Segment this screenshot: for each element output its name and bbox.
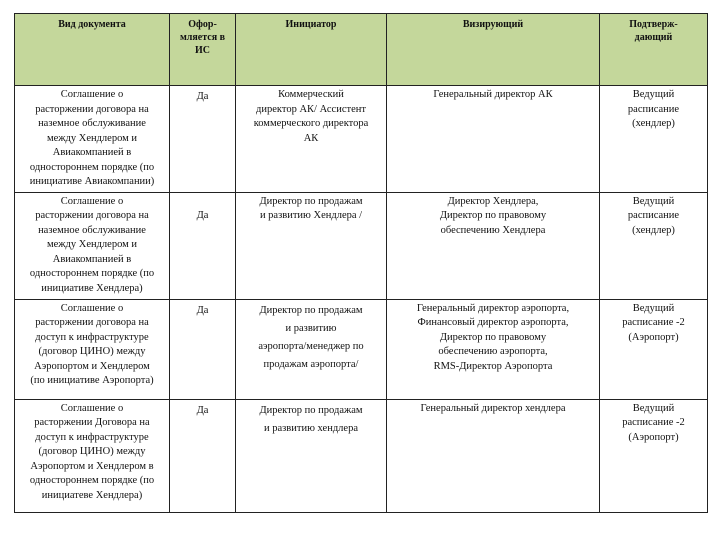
cell-document-type: Соглашение о расторжении Договора на доступ к инфраструктуре (договор ЦИНО) между Аэропортом и Хендлером в одностороннем порядке (по инициатеве Хендлера) bbox=[15, 399, 170, 512]
cell-confirmer: Ведущий расписание -2 (Аэропорт) bbox=[600, 399, 708, 512]
cell-confirmer: Ведущий расписание (хендлер) bbox=[600, 86, 708, 193]
cell-in-is: Да bbox=[170, 86, 236, 193]
document-approval-table bbox=[14, 13, 708, 513]
cell-confirmer: Ведущий расписание (хендлер) bbox=[600, 192, 708, 299]
table-row bbox=[15, 192, 708, 299]
cell-initiator: Директор по продажам и развитию Хендлера / bbox=[236, 192, 387, 299]
cell-approver: Генеральный директор хендлера bbox=[387, 399, 600, 512]
cell-in-is: Да bbox=[170, 192, 236, 299]
header-document-type: Вид документа bbox=[15, 14, 170, 86]
header-confirmer: Подтверж- дающий bbox=[600, 14, 708, 86]
table-row bbox=[15, 399, 708, 512]
cell-in-is: Да bbox=[170, 299, 236, 399]
cell-document-type: Соглашение о расторжении договора на наземное обслуживание между Хендлером и Авиакомпанией в одностороннем порядке (по инициативе Хендлера) bbox=[15, 192, 170, 299]
header-approver: Визирующий bbox=[387, 14, 600, 86]
header-in-is: Офор- мляется в ИС bbox=[170, 14, 236, 86]
cell-approver: Генеральный директор аэропорта, Финансовый директор аэропорта, Директор по правовому обеспечению аэропорта, RMS-Директор Аэропорта bbox=[387, 299, 600, 399]
header-initiator: Инициатор bbox=[236, 14, 387, 86]
cell-document-type: Соглашение о расторжении договора на наземное обслуживание между Хендлером и Авиакомпанией в одностороннем порядке (по инициативе Авиакомпании) bbox=[15, 86, 170, 193]
cell-in-is: Да bbox=[170, 399, 236, 512]
table-header-row bbox=[15, 14, 708, 86]
table-row bbox=[15, 299, 708, 399]
cell-initiator: Директор по продажам и развитию хендлера bbox=[236, 399, 387, 512]
cell-approver: Генеральный директор АК bbox=[387, 86, 600, 193]
cell-document-type: Соглашение о расторжении договора на доступ к инфраструктуре (договор ЦИНО) между Аэропортом и Хендлером (по инициативе Аэропорта) bbox=[15, 299, 170, 399]
cell-approver: Директор Хендлера, Директор по правовому обеспечению Хендлера bbox=[387, 192, 600, 299]
cell-initiator: Директор по продажам и развитию аэропорта/менеджер по продажам аэропорта/ bbox=[236, 299, 387, 399]
cell-confirmer: Ведущий расписание -2 (Аэропорт) bbox=[600, 299, 708, 399]
table-row bbox=[15, 86, 708, 193]
cell-initiator: Коммерческий директор АК/ Ассистент коммерческого директора АК bbox=[236, 86, 387, 193]
